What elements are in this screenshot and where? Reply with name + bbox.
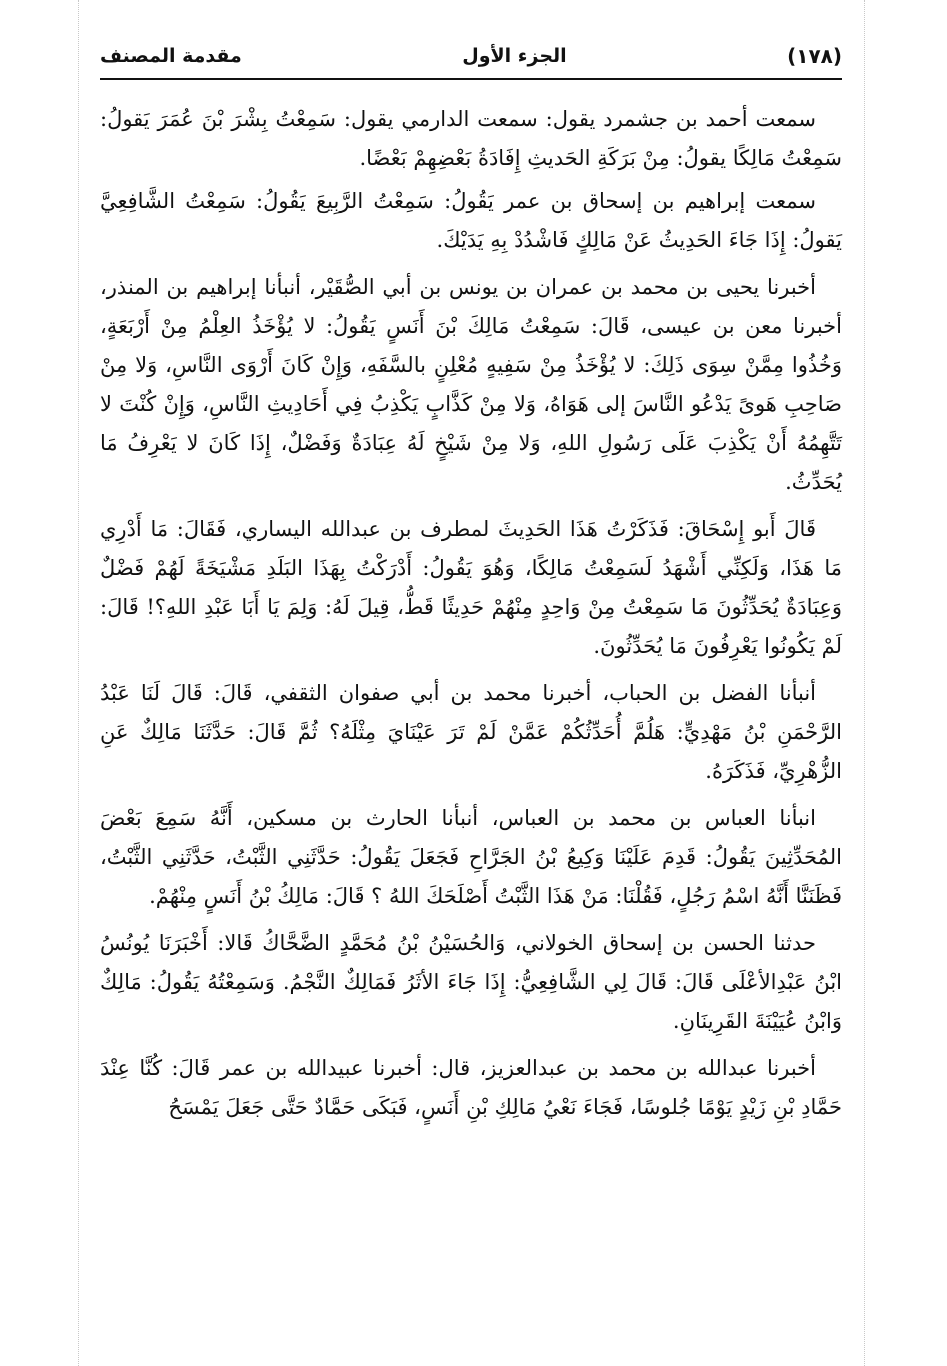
page-number: (١٧٨) — [787, 44, 842, 68]
volume-title: الجزء الأول — [462, 45, 567, 67]
paragraph: أنبأنا الفضل بن الحباب، أخبرنا محمد بن أبي صفوان الثقفي، قَالَ: قَالَ لَنَا عَبْدُ الرَّحْمَنِ بْنُ مَهْدِيٍّ: هَلُمَّ أُحَدِّثُكُمْ عَمَّنْ لَمْ تَرَ عَيْنَايَ مِثْلَهُ؟ ثُمَّ قَالَ: حَدَّثَنَا مَالِكٌ عَنِ الزُّهْرِيِّ، فَذَكَرَهُ. — [100, 681, 842, 783]
running-header — [100, 38, 842, 74]
paragraph: قَالَ أَبو إِسْحَاقَ: فَذَكَرْتُ هَذَا الحَدِيثَ لمطرف بن عبدالله اليساري، فَقَالَ: مَا أَدْرِي مَا هَذَا، وَلَكِنِّي أَشْهَدُ لَسَمِعْتُ مَالِكًا، وَهُوَ يَقُولُ: أَدْرَكْتُ بِهَذَا البَلَدِ مَشْيَخَةً لَهُمْ فَضْلٌ وَعِبَادَةٌ يُحَدِّثُونَ مَا سَمِعْتُ مِنْ وَاحِدٍ مِنْهُمْ حَدِيثًا قَطُّ، قِيلَ لَهُ: وَلِمَ يَا أَبَا عَبْدِ اللهِ؟! قَالَ: لَمْ يَكُونُوا يَعْرِفُونَ مَا يُحَدِّثُونَ. — [100, 517, 842, 658]
paragraph: أخبرنا عبدالله بن محمد بن عبدالعزيز، قال: أخبرنا عبيدالله بن عمر قَالَ: كُنَّا عِنْدَ حَمَّادِ بْنِ زَيْدٍ يَوْمًا جُلوسًا، فَجَاءَ نَعْيُ مَالِكِ بْنِ أَنَسٍ، فَبَكَى حَمَّادٌ حَتَّى جَعَلَ يَمْسَحُ — [100, 1056, 842, 1119]
paragraph: سمعت أحمد بن جشمرد يقول: سمعت الدارمي يقول: سَمِعْتُ بِشْرَ بْنَ عُمَرَ يَقولُ: سَمِعْتُ مَالِكًا يقولُ: مِنْ بَرَكَةِ الحَديثِ إِفَادَةُ بَعْضِهِمْ بَعْضًا. — [100, 107, 842, 170]
section-title: مقدمة المصنف — [100, 45, 242, 67]
paragraph: انبأنا العباس بن محمد بن العباس، أنبأنا الحارث بن مسكين، أَنَّهُ سَمِعَ بَعْضَ المُحَدِّثِينَ يَقُولُ: قَدِمَ عَلَيْنَا وَكِيعُ بْنُ الجَرَّاحِ فَجَعَلَ يَقُولُ: حَدَّثَنِي الثَّبْتُ، حَدَّثَنِي الثَّبْتُ، فَظَنَنَّا أَنَّهُ اسْمُ رَجُلٍ، فَقُلْنَا: مَنْ هَذَا الثَّبْتُ أَصْلَحَكَ اللهُ ؟ قَالَ: مَالِكُ بْنُ أَنَسٍ مِنْهُمْ. — [100, 806, 842, 908]
right-margin-guide — [864, 0, 865, 1366]
paragraph: حدثنا الحسن بن إسحاق الخولاني، وَالحُسَيْنُ بْنُ مُحَمَّدٍ الضَّحَّاكُ قَالا: أَخْبَرَنَا يُونُسُ ابْنُ عَبْدِالأعْلَى قَالَ: قَالَ لِي الشَّافِعِيُّ: إِذَا جَاءَ الأثَرُ فَمَالِكٌ النَّجْمُ. وَسَمِعْتُهُ يَقُولُ: مَالِكٌ وَابْنُ عُيَيْنَةَ القَرِينَانِ. — [100, 931, 842, 1033]
paragraph: سمعت إبراهيم بن إسحاق بن عمر يَقُولُ: سَمِعْتُ الرَّبِيعَ يَقُولُ: سَمِعْتُ الشَّافِعِيَّ يَقولُ: إِذَا جَاءَ الحَدِيثُ عَنْ مَالِكٍ فَاشْدُدْ بِهِ يَدَيْكَ. — [100, 189, 842, 252]
header-rule — [100, 78, 842, 80]
page-body — [100, 100, 842, 1135]
left-margin-guide — [78, 0, 79, 1366]
paragraph: أخبرنا يحيى بن محمد بن عمران بن يونس بن أبي الصُّقَيْر، أنبأنا إبراهيم بن المنذر، أخبرنا معن بن عيسى، قَالَ: سَمِعْتُ مَالِكَ بْنَ أَنَسٍ يَقُولُ: لا يُؤْخَذُ العِلْمُ مِنْ أَرْبَعَةٍ، وَخُذُوا مِمَّنْ سِوَى ذَلِكَ: لا يُؤْخَذُ مِنْ سَفِيهٍ مُعْلِنٍ بالسَّفَهِ، وَإِنْ كَانَ أَرْوَى النَّاسِ، وَلا مِنْ صَاحِبِ هَوىً يَدْعُو النَّاسَ إلى هَوَاهُ، وَلا مِنْ كَذَّابٍ يَكْذِبُ فِي أَحَادِيثِ النَّاسِ، وَإِنْ كُنْتَ لا تَتَّهِمُهُ أَنْ يَكْذِبَ عَلَى رَسُولِ اللهِ، وَلا مِنْ شَيْخٍ لَهُ عِبَادَةٌ وَفَضْلٌ، إِذَا كَانَ لا يَعْرِفُ مَا يُحَدِّثُ. — [100, 275, 842, 494]
